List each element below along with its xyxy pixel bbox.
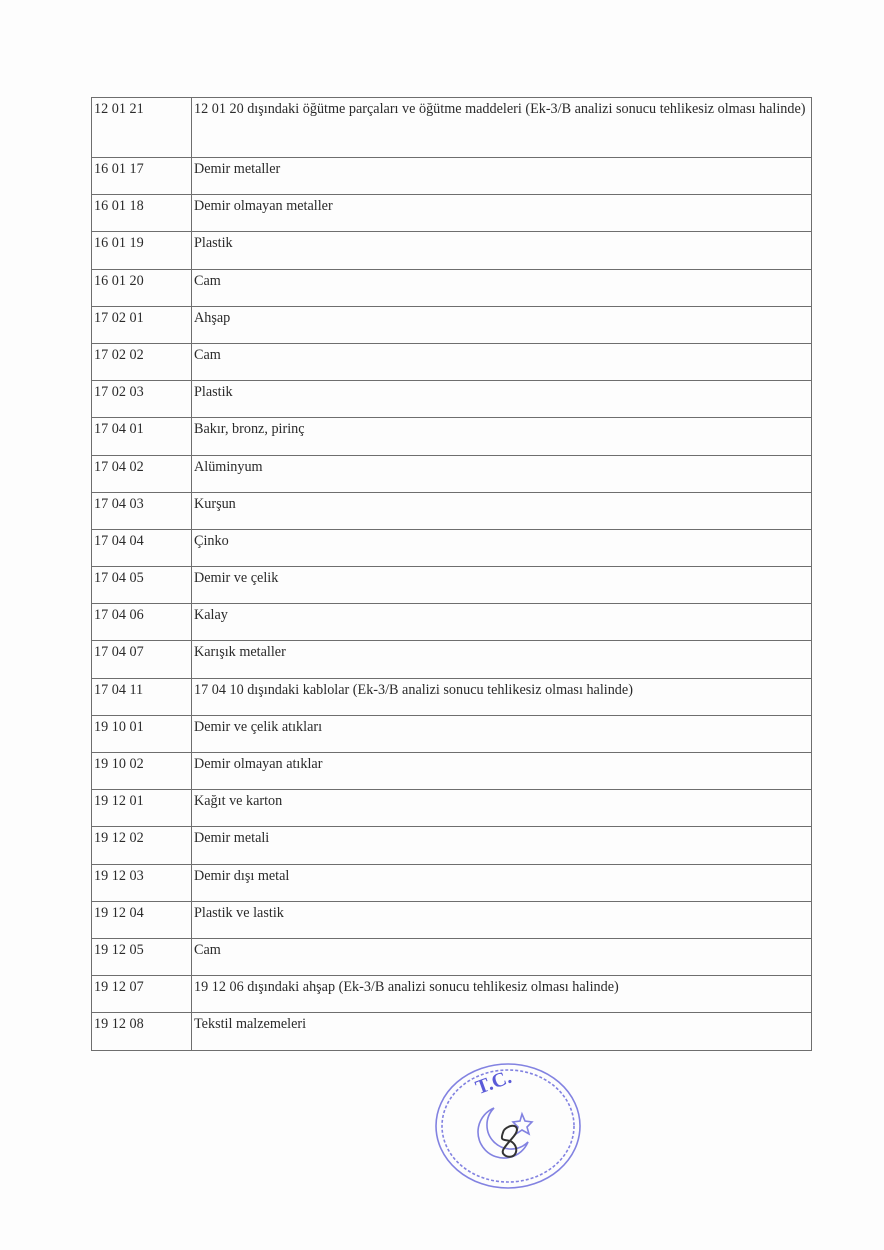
table-row — [92, 827, 812, 864]
waste-code-cell: 19 10 01 — [92, 715, 192, 752]
waste-description-cell: Karışık metaller — [192, 641, 812, 678]
waste-code-cell: 17 04 01 — [92, 418, 192, 455]
waste-description-cell: Demir metaller — [192, 158, 812, 195]
waste-description-cell: Demir metali — [192, 827, 812, 864]
waste-code-cell: 16 01 18 — [92, 195, 192, 232]
waste-description-cell: 19 12 06 dışındaki ahşap (Ek-3/B analizi sonucu tehlikesiz olması halinde) — [192, 976, 812, 1013]
waste-description-cell: Cam — [192, 269, 812, 306]
waste-code-cell: 16 01 19 — [92, 232, 192, 269]
waste-code-cell: 19 12 04 — [92, 901, 192, 938]
waste-code-cell: 17 04 02 — [92, 455, 192, 492]
waste-code-cell: 17 04 11 — [92, 678, 192, 715]
table-row — [92, 232, 812, 269]
table-row — [92, 790, 812, 827]
waste-code-cell: 17 04 07 — [92, 641, 192, 678]
waste-code-cell: 19 12 01 — [92, 790, 192, 827]
waste-code-cell: 17 04 05 — [92, 567, 192, 604]
waste-code-cell: 12 01 21 — [92, 98, 192, 158]
table-row — [92, 98, 812, 158]
waste-description-cell: Demir ve çelik atıkları — [192, 715, 812, 752]
waste-description-cell: Ahşap — [192, 306, 812, 343]
waste-code-cell: 19 12 08 — [92, 1013, 192, 1050]
table-row — [92, 604, 812, 641]
waste-description-cell: Demir dışı metal — [192, 864, 812, 901]
table-row — [92, 455, 812, 492]
waste-code-table — [91, 97, 812, 1051]
waste-code-cell: 17 02 03 — [92, 381, 192, 418]
table-row — [92, 418, 812, 455]
table-row — [92, 715, 812, 752]
waste-description-cell: Plastik — [192, 232, 812, 269]
waste-description-cell: Cam — [192, 938, 812, 975]
table-row — [92, 343, 812, 380]
waste-code-cell: 19 10 02 — [92, 753, 192, 790]
table-row — [92, 901, 812, 938]
table-row — [92, 864, 812, 901]
official-seal-icon — [424, 1056, 592, 1192]
waste-description-cell: Demir olmayan metaller — [192, 195, 812, 232]
table-row — [92, 529, 812, 566]
table-row — [92, 158, 812, 195]
waste-description-cell: Çinko — [192, 529, 812, 566]
table-row — [92, 269, 812, 306]
table-row — [92, 567, 812, 604]
table-row — [92, 641, 812, 678]
waste-code-cell: 17 02 01 — [92, 306, 192, 343]
table-row — [92, 306, 812, 343]
table-row — [92, 753, 812, 790]
waste-description-cell: Demir ve çelik — [192, 567, 812, 604]
waste-description-cell: Alüminyum — [192, 455, 812, 492]
waste-code-cell: 19 12 05 — [92, 938, 192, 975]
table-row — [92, 678, 812, 715]
waste-description-cell: Plastik — [192, 381, 812, 418]
table-row — [92, 381, 812, 418]
waste-description-cell: Bakır, bronz, pirinç — [192, 418, 812, 455]
waste-code-cell: 16 01 20 — [92, 269, 192, 306]
waste-description-cell: 12 01 20 dışındaki öğütme parçaları ve öğütme maddeleri (Ek-3/B analizi sonucu tehlikesiz olması halinde) — [192, 98, 812, 158]
waste-description-cell: 17 04 10 dışındaki kablolar (Ek-3/B analizi sonucu tehlikesiz olması halinde) — [192, 678, 812, 715]
waste-description-cell: Cam — [192, 343, 812, 380]
waste-code-cell: 17 02 02 — [92, 343, 192, 380]
waste-description-cell: Kağıt ve karton — [192, 790, 812, 827]
table-row — [92, 1013, 812, 1050]
waste-description-cell: Demir olmayan atıklar — [192, 753, 812, 790]
waste-description-cell: Plastik ve lastik — [192, 901, 812, 938]
signature-mark — [502, 1126, 517, 1157]
table-row — [92, 938, 812, 975]
waste-description-cell: Kalay — [192, 604, 812, 641]
waste-code-cell: 16 01 17 — [92, 158, 192, 195]
seal-center-text: T.C. — [472, 1065, 515, 1100]
table-row — [92, 195, 812, 232]
waste-code-cell: 17 04 03 — [92, 492, 192, 529]
waste-code-cell: 17 04 06 — [92, 604, 192, 641]
waste-code-cell: 19 12 07 — [92, 976, 192, 1013]
waste-description-cell: Kurşun — [192, 492, 812, 529]
waste-code-cell: 19 12 03 — [92, 864, 192, 901]
table-row — [92, 492, 812, 529]
waste-code-cell: 19 12 02 — [92, 827, 192, 864]
waste-code-cell: 17 04 04 — [92, 529, 192, 566]
table-row — [92, 976, 812, 1013]
waste-description-cell: Tekstil malzemeleri — [192, 1013, 812, 1050]
